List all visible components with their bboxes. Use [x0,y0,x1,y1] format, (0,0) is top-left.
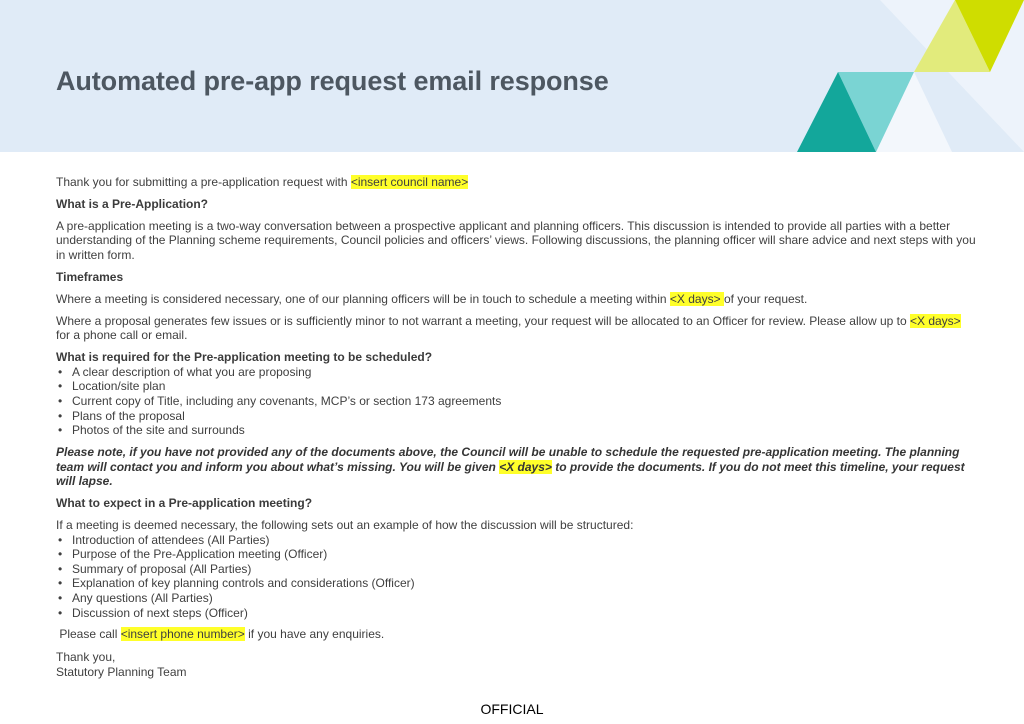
what-is-paragraph: A pre-application meeting is a two-way conversation between a prospective applicant and planning officers. This discussion is intended to provide all parties with a better understanding of the Planning scheme requirements, Council policies and officers’ views. Following discussions, the planning officer will share advice and next steps with you in written form. [56,218,976,262]
timeframe-paragraph-2 [56,314,976,343]
council-name-placeholder: <insert council name> [350,175,469,189]
list-item: • A clear description of what you are proposing [56,365,976,380]
x-days-placeholder-2: <X days> [909,313,961,328]
list-item: • Current copy of Title, including any covenants, MCP’s or section 173 agreements [56,394,976,409]
list-item: • Purpose of the Pre-Application meeting (Officer) [56,547,976,562]
intro-text: Thank you for submitting a pre-application request with [56,175,351,189]
timeframe2-text: Where a proposal generates few issues or is sufficiently minor to not warrant a meeting, your request will be allocated to an Officer for review. Please allow up to [56,313,910,328]
list-item: • Photos of the site and surrounds [56,423,976,438]
signoff-line-2: Statutory Planning Team [56,664,187,679]
intro-paragraph [56,175,976,190]
classification-footer: OFFICIAL [480,701,544,717]
expect-list [56,533,976,621]
note-after-text: to provide the documents. If you do not meet this timeline, your request will lapse. [56,459,965,489]
timeframe1-text: Where a meeting is considered necessary, one of our planning officers will be in touch to schedule a meeting within [56,291,670,306]
signoff [56,650,976,679]
note-text: Please note, if you have not provided any of the documents above, the Council will be unable to schedule the requested pre-application meeting. The planning team will contact you and inform you about what’s missing. You will be given [56,444,960,474]
list-item: • Summary of proposal (All Parties) [56,562,976,577]
call-after-text: if you have any enquiries. [244,627,385,642]
timeframes-heading: Timeframes [56,269,124,284]
expect-intro: If a meeting is deemed necessary, the following sets out an example of how the discussion will be structured: [56,517,634,532]
call-paragraph [56,627,976,642]
list-item: • Explanation of key planning controls and considerations (Officer) [56,576,976,591]
list-item: • Any questions (All Parties) [56,591,976,606]
timeframe2-after-text: for a phone call or email. [56,328,188,343]
list-item: • Discussion of next steps (Officer) [56,606,976,621]
what-is-heading: What is a Pre-Application? [56,196,209,211]
timeframe-paragraph-1 [56,292,976,307]
note-paragraph [56,445,976,489]
page-title: Automated pre-app request email response [56,66,609,96]
list-item: • Plans of the proposal [56,409,976,424]
required-list [56,365,976,438]
required-heading: What is required for the Pre-application meeting to be scheduled? [56,350,433,365]
x-days-placeholder-3: <X days> [499,459,552,474]
list-item: • Location/site plan [56,379,976,394]
list-item: • Introduction of attendees (All Parties) [56,533,976,548]
header-banner [0,0,1024,152]
x-days-placeholder-1: <X days> [669,291,724,306]
phone-number-placeholder: <insert phone number> [120,627,245,642]
expect-heading: What to expect in a Pre-application meeting? [56,496,313,511]
email-body [56,175,976,686]
timeframe1-after-text: of your request. [723,291,808,306]
signoff-line-1: Thank you, [56,650,116,664]
call-text: Please call [56,627,121,642]
